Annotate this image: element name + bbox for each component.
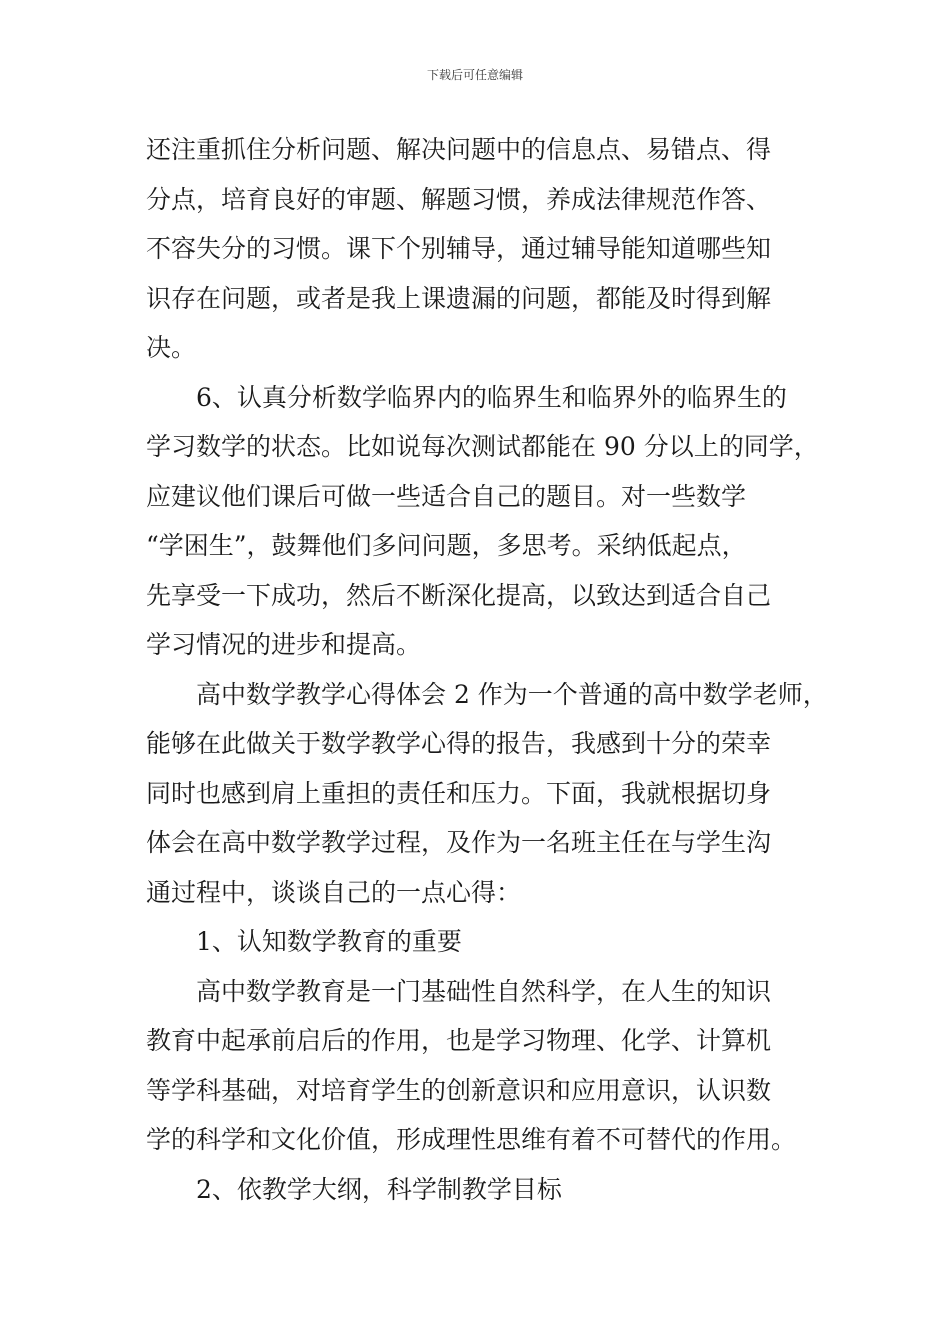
text-line: 决。 [146, 333, 197, 362]
document-body [146, 125, 826, 1214]
paragraph-1 [146, 125, 826, 373]
text-line: 高中数学教学心得体会 2 作为一个普通的高中数学老师， [196, 679, 828, 709]
text-line: 不容失分的习惯。课下个别辅导，通过辅导能知道哪些知 [146, 234, 772, 263]
text-line: 6、认真分析数学临界内的临界生和临界外的临界生的 [196, 382, 787, 412]
text-line: 学习情况的进步和提高。 [146, 630, 422, 659]
text-line: 教育中起承前启后的作用，也是学习物理、化学、计算机 [146, 1026, 772, 1055]
text-line: 学习数学的状态。比如说每次测试都能在 90 分以上的同学， [146, 432, 819, 461]
text-line: “学困生”，鼓舞他们多问问题，多思考。采纳低起点， [146, 531, 747, 560]
paragraph-4 [146, 967, 826, 1165]
text-line: 体会在高中数学教学过程，及作为一名班主任在与学生沟 [146, 828, 772, 857]
text-line: 同时也感到肩上重担的责任和压力。下面，我就根据切身 [146, 778, 772, 808]
text-line: 分点，培育良好的审题、解题习惯，养成法律规范作答、 [146, 184, 772, 214]
text-line: 学的科学和文化价值，形成理性思维有着不可替代的作用。 [146, 1125, 797, 1154]
text-line: 通过程中，谈谈自己的一点心得： [146, 877, 522, 907]
text-line: 应建议他们课后可做一些适合自己的题目。对一些数学 [146, 481, 747, 511]
paragraph-2 [146, 373, 826, 670]
section-heading-2 [146, 1165, 826, 1215]
text-line: 2、依教学大纲，科学制教学目标 [196, 1174, 562, 1204]
text-line: 1、认知数学教育的重要 [196, 927, 462, 956]
text-line: 还注重抓住分析问题、解决问题中的信息点、易错点、得 [146, 135, 772, 164]
text-line: 能够在此做关于数学教学心得的报告，我感到十分的荣幸 [146, 729, 772, 758]
section-heading-1 [146, 917, 826, 967]
text-line: 识存在问题，或者是我上课遗漏的问题，都能及时得到解 [146, 283, 772, 313]
text-line: 等学科基础，对培育学生的创新意识和应用意识，认识数 [146, 1075, 772, 1105]
text-line: 高中数学教育是一门基础性自然科学，在人生的知识 [196, 976, 772, 1006]
text-line: 先享受一下成功，然后不断深化提高，以致达到适合自己 [146, 580, 772, 610]
page-header: 下载后可任意编辑 [426, 68, 523, 82]
paragraph-3 [146, 670, 826, 918]
